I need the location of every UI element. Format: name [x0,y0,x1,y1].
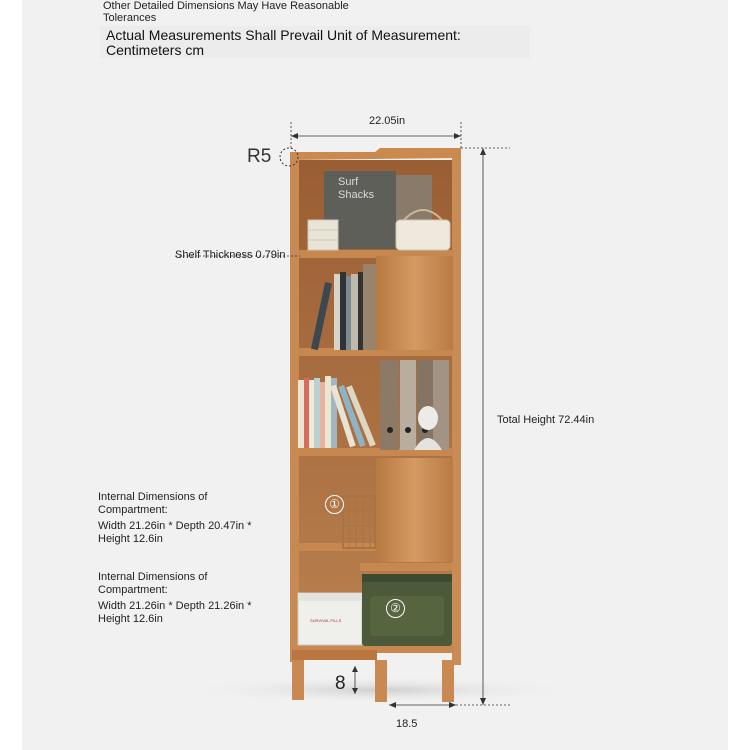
storage-basket [396,220,450,250]
leg-mid [375,660,387,702]
white-box-label: SURVIVAL PILLS [310,618,342,623]
compartment-2-detail: Width 21.26in * Depth 21.26in * Height 12.6in [98,600,252,625]
base-width-label: 18.5 [396,718,418,730]
shelf-thickness-label: Shelf Thickness 0.79in [175,249,286,261]
width-label: 22.05in [369,115,406,127]
unit-note: Actual Measurements Shall Prevail Unit of Measurement: Centimeters cm [106,27,461,58]
left-side-panel [290,152,299,662]
compartment-2-title: Internal Dimensions of Compartment: [98,571,208,596]
stacked-boxes [308,220,338,250]
door-block-1 [376,256,453,350]
leg-height-label: 8 [335,673,346,694]
compartment-1-title: Internal Dimensions of Compartment: [98,491,208,516]
door-block-3 [360,563,452,571]
book-title-text: Surf Shacks [338,176,375,201]
door-block-2 [376,458,453,562]
base-rail [292,650,377,660]
compartment-1-detail: Width 21.26in * Depth 20.47in * Height 12.6in [98,520,252,545]
tolerance-note: Other Detailed Dimensions May Have Reasonable Tolerances [103,0,349,24]
right-side-panel [452,150,461,665]
total-height-label: Total Height 72.44in [497,414,595,426]
compartment-marker-1: ① [325,495,344,514]
leg-right [442,660,454,702]
top-panel [290,148,461,160]
radius-label: R5 [247,146,272,167]
compartment-marker-2: ② [386,599,405,618]
